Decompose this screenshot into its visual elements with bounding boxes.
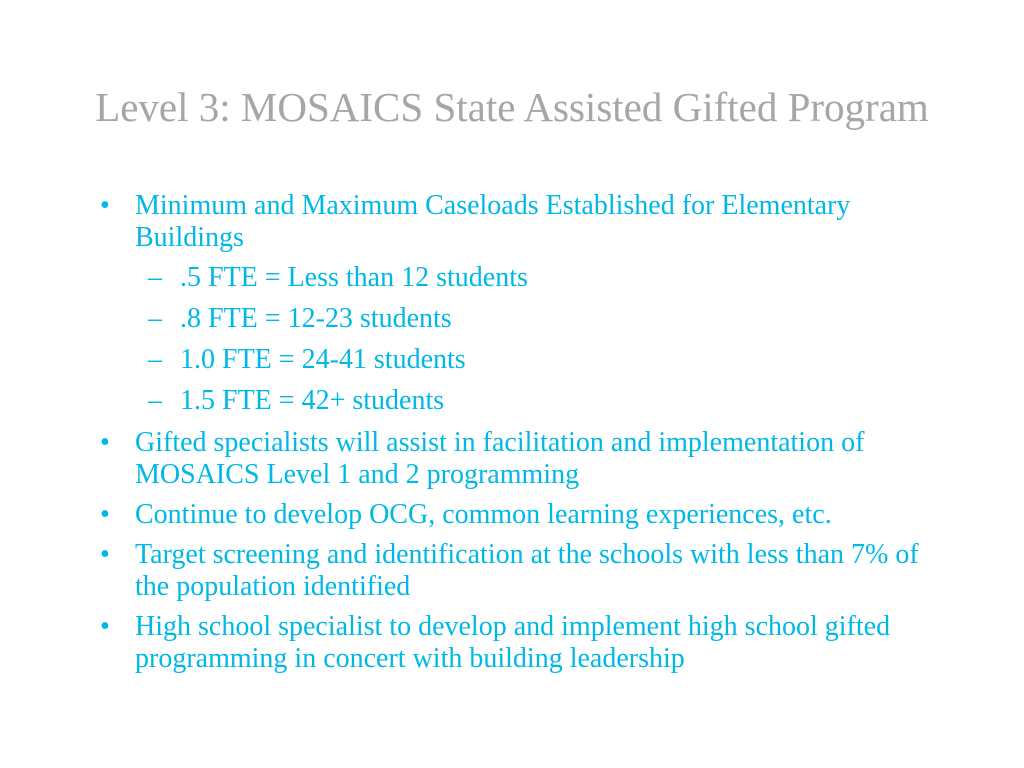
bullet-text: Gifted specialists will assist in facilitation and implementation of MOSAICS Level 1 and 2 programming [135,427,865,490]
bullet-marker: • [100,611,110,642]
bullet-text: Target screening and identification at the schools with less than 7% of the population identified [135,539,919,602]
sub-bullet-marker: – [148,262,162,293]
sub-bullet-text: 1.5 FTE = 42+ students [180,385,445,416]
bullet-item [0,539,935,603]
bullet-item [0,499,935,531]
sub-bullet-marker: – [148,344,162,375]
bullet-item [0,427,935,491]
bullet-marker: • [100,499,110,530]
sub-bullet-marker: – [148,385,162,416]
sub-bullet-text: .8 FTE = 12-23 students [180,303,452,334]
sub-bullet-item [0,262,935,294]
slide-body [0,190,1024,683]
sub-bullet-text: 1.0 FTE = 24-41 students [180,344,466,375]
slide-title: Level 3: MOSAICS State Assisted Gifted Program [95,84,929,130]
bullet-text: Minimum and Maximum Caseloads Established for Elementary Buildings [135,190,851,253]
sub-bullet-marker: – [148,303,162,334]
bullet-text: High school specialist to develop and implement high school gifted programming in concert with building leadership [135,611,891,674]
sub-bullet-text: .5 FTE = Less than 12 students [180,262,528,293]
bullet-marker: • [100,190,110,221]
sub-bullet-item [0,385,935,417]
bullet-marker: • [100,539,110,570]
sub-bullet-item [0,303,935,335]
bullet-item [0,190,935,254]
bullet-item [0,611,935,675]
bullet-text: Continue to develop OCG, common learning experiences, etc. [135,499,832,530]
bullet-marker: • [100,427,110,458]
sub-bullet-item [0,344,935,376]
